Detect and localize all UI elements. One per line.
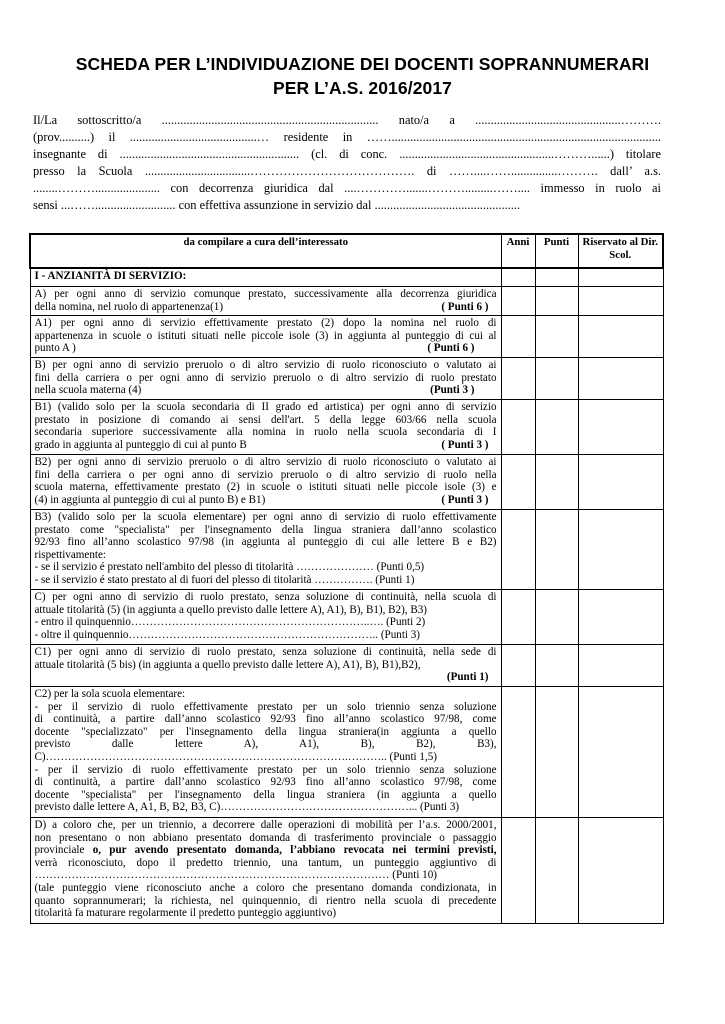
intro-line-school: presso la Scuola ..................................…………………………………. di ……....……...............………. dall’ a.s. xyxy=(33,164,661,178)
intro-line-assunzione: sensi ...…….......................... con effettiva assunzione in servizio dal ............................................... xyxy=(33,198,521,212)
cell-riservato xyxy=(578,358,663,400)
cell-anni[interactable] xyxy=(501,287,535,316)
header-desc: da compilare a cura dell’interessato xyxy=(30,234,501,268)
cell-punti[interactable] xyxy=(535,400,578,455)
cell-riservato xyxy=(578,590,663,645)
table-row-C1: C1) per ogni anno di servizio di ruolo prestato, senza soluzione di continuità, nella sede di attuale titolarità (5 bis) (in aggiunta a quello previsto dalle lettere A), A1), B), B1),B2), (Punti 1) xyxy=(30,645,663,687)
cell-riservato xyxy=(578,268,663,287)
cell-riservato xyxy=(578,400,663,455)
table-row-D: D) a coloro che, per un triennio, a decorrere dalle operazioni di mobilità per l’a.s. 2000/2001, non presentano o non abbiano presentato domanda di trasferimento provinciale o passaggio provinciale o, pur avendo presentato domanda, l’abbiano revocata nei termini previsti, verrà riconosciuto, dopo il predetto triennio, una tantum, un punteggio aggiuntivo di …………………………………………………………………………………… (Punti 10) (tale punteggio viene riconosciuto anche a coloro che presentano domanda condizionata, in quanto soprannumerari; la richiesta, nel quinquennio, di rientro nella scuola di precedente titolarità fa maturare regolarmente il predetto punteggio aggiuntivo) xyxy=(30,818,663,924)
cell-anni[interactable] xyxy=(501,590,535,645)
table-row-C: C) per ogni anno di servizio di ruolo prestato, senza soluzione di continuità, nella scuola di attuale titolarità (5) (in aggiunta a quello previsto dalle lettere A), A1), B), B1), B2), B3) - entro il quinquennio………………………………………………………..…. (Punti 2) - oltre il quinquennio………………………………………………………….. (Punti 3) xyxy=(30,590,663,645)
header-riservato: Riservato al Dir. Scol. xyxy=(578,234,663,268)
cell-anni[interactable] xyxy=(501,455,535,510)
title-line-2: PER L’A.S. 2016/2017 xyxy=(272,78,453,98)
cell-punti[interactable] xyxy=(535,818,578,924)
table-header-row xyxy=(30,234,663,268)
cell-anni[interactable] xyxy=(501,687,535,818)
intro-line-decorrenza: ........………..................... con decorrenza giuridica dal ....………….......……….........…….... immesso in ruolo ai xyxy=(33,181,661,195)
cell-riservato xyxy=(578,316,663,358)
cell-riservato xyxy=(578,455,663,510)
cell-anni[interactable] xyxy=(501,358,535,400)
cell-punti[interactable] xyxy=(535,455,578,510)
cell-anni[interactable] xyxy=(501,645,535,687)
cell-riservato xyxy=(578,645,663,687)
cell-punti[interactable] xyxy=(535,287,578,316)
cell-riservato xyxy=(578,818,663,924)
table-row-B2: B2) per ogni anno di servizio preruolo o di altro servizio di ruolo riconosciuto o valutato ai fini della carriera o per ogni anno di servizio preruolo o di altro servizio di ruolo nella scuola materna, effettivamente prestato (2) in scuole o istituti situati nelle piccole isole (3) e (4) in aggiunta al punteggio di cui al punto B) e B1) ( Punti 3 ) xyxy=(30,455,663,510)
cell-anni[interactable] xyxy=(501,818,535,924)
cell-riservato xyxy=(578,510,663,590)
cell-punti[interactable] xyxy=(535,358,578,400)
declarant-info xyxy=(33,112,661,214)
cell-punti[interactable] xyxy=(535,687,578,818)
table-row-B3: B3) (valido solo per la scuola elementare) per ogni anno di servizio di ruolo effettivamente prestato come "specialista" per l'insegnamento della lingua straniera dall’anno scolastico 92/93 fino all’anno scolastico 97/98 (in aggiunta al punteggio di cui alle lettere B e B2) rispettivamente: - se il servizio é prestato nell'ambito del plesso di titolarità ………………… (Punti 0,5) - se il servizio é stato prestato al di fuori del plesso di titolarità ……………. (Punti 1) xyxy=(30,510,663,590)
header-punti: Punti xyxy=(535,234,578,268)
cell-punti[interactable] xyxy=(535,645,578,687)
table-row-B1: B1) (valido solo per la scuola secondaria di II grado ed artistica) per ogni anno di servizio prestato in posizione di comando ai sensi dell'art. 5 della legge 603/66 nella scuola secondaria superiore successivamente alla nomina in ruolo nella scuola secondaria di I grado in aggiunta al punteggio di cui al punto B ( Punti 3 ) xyxy=(30,400,663,455)
title-line-1: SCHEDA PER L’INDIVIDUAZIONE DEI DOCENTI SOPRANNUMERARI xyxy=(75,54,650,74)
table-row-A: A) per ogni anno di servizio comunque prestato, successivamente alla decorrenza giuridica della nomina, nel ruolo di appartenenza(1) ( Punti 6 ) xyxy=(30,287,663,316)
section-title: I - ANZIANITÀ DI SERVIZIO: xyxy=(30,268,501,287)
cell-anni[interactable] xyxy=(501,316,535,358)
cell-anni[interactable] xyxy=(501,268,535,287)
cell-anni[interactable] xyxy=(501,400,535,455)
cell-punti[interactable] xyxy=(535,590,578,645)
cell-riservato xyxy=(578,687,663,818)
document-title xyxy=(20,52,705,100)
cell-punti[interactable] xyxy=(535,268,578,287)
cell-punti[interactable] xyxy=(535,316,578,358)
table-row-C2: C2) per la sola scuola elementare: - per il servizio di ruolo effettivamente prestato per un solo triennio senza soluzione di continuità, a partire dall’anno scolastico 92/93 fino all’anno scolastico 97/98, come docente "specializzato" per l'insegnamento della lingua straniera(in aggiunta a quello previsto dalle lettere A), A1), B), B2), B3), C)……………………………………………………………………….……….. (Punti 1,5) - per il servizio di ruolo effettivamente prestato per un solo triennio senza soluzione di continuità, a partire dall’anno scolastico 92/93 fino all’anno scolastico 97/98, come docente "specialista" per l'insegnamento della lingua straniera (in aggiunta a quello previsto dalle lettere A, A1, B, B2, B3, C)……………………………………………... (Punti 3) xyxy=(30,687,663,818)
intro-line-subject: insegnante di .......................................................... (cl. di conc. ..................................................………......) titolare xyxy=(33,147,661,161)
cell-anni[interactable] xyxy=(501,510,535,590)
section-row xyxy=(30,268,663,287)
cell-riservato xyxy=(578,287,663,316)
header-anni: Anni xyxy=(501,234,535,268)
table-row-B: B) per ogni anno di servizio preruolo o di altro servizio di ruolo riconosciuto o valutato ai fini della carriera o per ogni anno di servizio preruolo o di altro servizio di ruolo prestato nella scuola materna (4) (Punti 3 ) xyxy=(30,358,663,400)
table-row-A1: A1) per ogni anno di servizio effettivamente prestato (2) dopo la nomina nel ruolo di appartenenza in scuole o istituti situati nelle piccole isole (3) in aggiunta al punteggio di cui al punto A ) ( Punti 6 ) xyxy=(30,316,663,358)
cell-punti[interactable] xyxy=(535,510,578,590)
seniority-table xyxy=(29,233,664,924)
intro-line-residence: (prov..........) il .........................................… residente in ……....................................................................................... xyxy=(33,130,661,144)
intro-line-name: Il/La sottoscritto/a ...................................................................... nato/a a ...............................................………. xyxy=(33,113,661,127)
